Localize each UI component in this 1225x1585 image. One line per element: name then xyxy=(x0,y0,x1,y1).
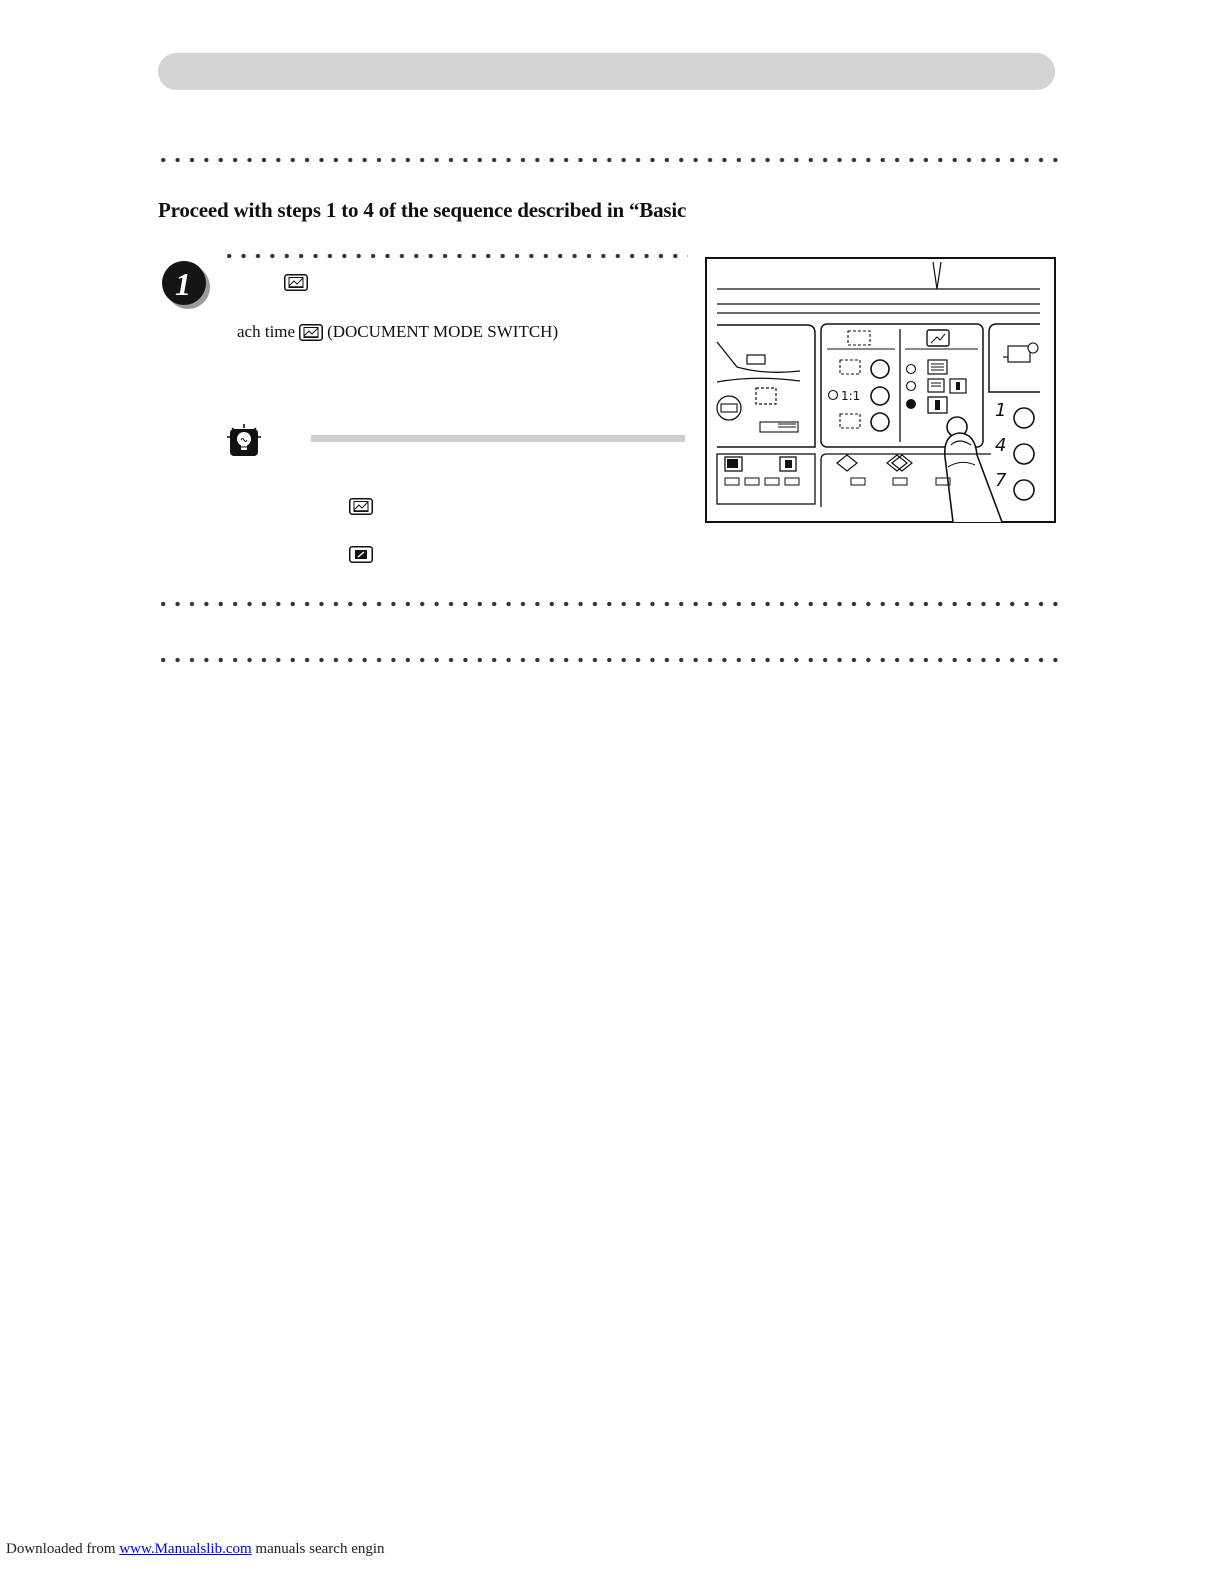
header-bar xyxy=(158,53,1055,90)
dotted-rule-top xyxy=(156,157,1060,163)
keypad-key-4: 4 xyxy=(995,435,1007,456)
document-mode-icon xyxy=(284,274,308,291)
each-time-line xyxy=(237,322,558,342)
footer-prefix: Downloaded from xyxy=(6,1541,120,1557)
step-number-badge xyxy=(161,260,211,310)
tip-header-rule xyxy=(311,435,685,442)
dotted-rule-step xyxy=(222,253,688,259)
intro-text: Proceed with steps 1 to 4 of the sequence described in “Basic xyxy=(158,198,687,222)
each-time-text: ach time xyxy=(237,322,296,341)
lightbulb-tip-icon xyxy=(227,424,261,458)
step-number: 1 xyxy=(175,266,191,302)
footer-suffix: manuals search engin xyxy=(251,1541,385,1557)
keypad-key-7: 7 xyxy=(995,470,1007,491)
footer-text xyxy=(6,1541,385,1558)
switch-label: (DOCUMENT MODE SWITCH) xyxy=(327,322,559,341)
ratio-label: 1:1 xyxy=(841,389,861,403)
control-panel-illustration xyxy=(705,257,1056,523)
keypad-key-1: 1 xyxy=(995,400,1007,421)
manualslib-link[interactable]: www.Manualslib.com xyxy=(119,1541,252,1557)
document-mode-icon xyxy=(299,324,323,341)
document-mode-icon xyxy=(349,498,373,515)
dotted-rule-separator xyxy=(156,601,1060,607)
dotted-rule-separator xyxy=(156,657,1060,663)
contrast-mode-icon xyxy=(349,546,373,563)
